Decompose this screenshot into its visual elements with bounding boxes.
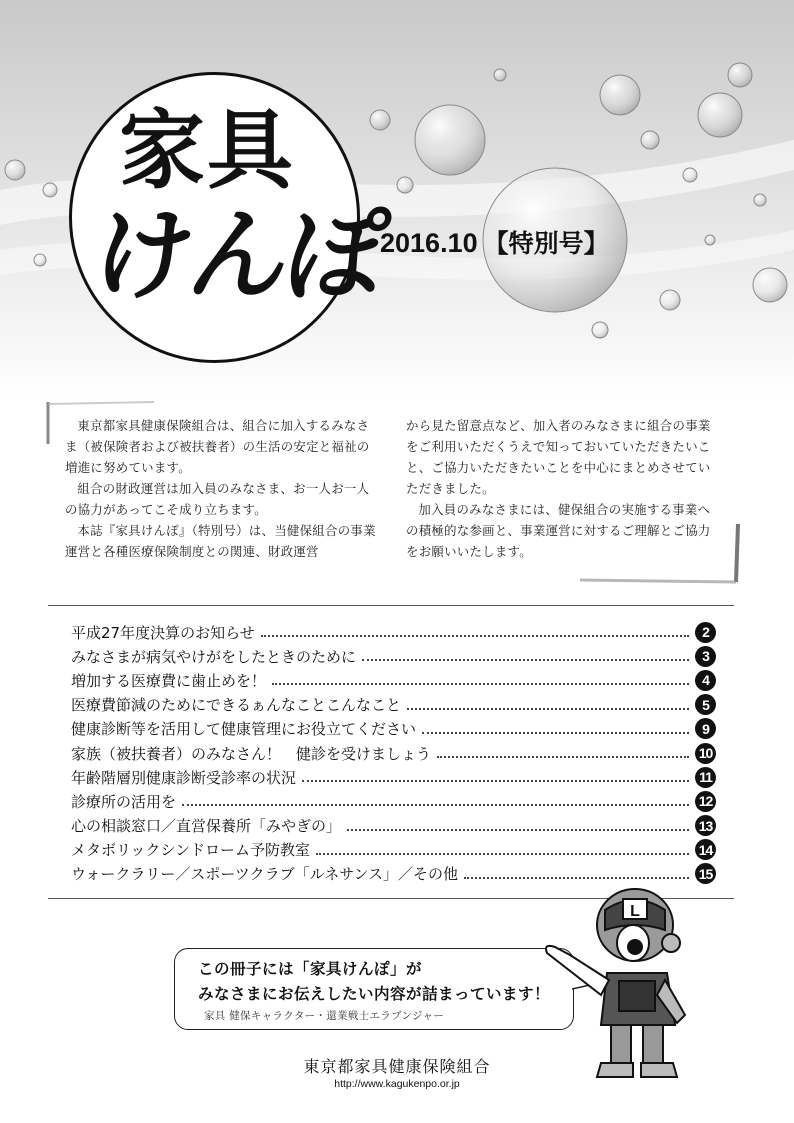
toc-item-title: みなさまが病気やけがをしたときのために <box>71 647 357 666</box>
logo-title-kenpo: けんぽ <box>85 196 391 314</box>
toc-page-number: 4 <box>695 670 716 691</box>
toc-top-divider <box>48 605 734 606</box>
toc-leader-dots <box>407 708 689 710</box>
toc-page-number: 13 <box>695 815 716 836</box>
toc-item[interactable] <box>71 838 716 862</box>
toc-item[interactable] <box>71 814 716 838</box>
toc-leader-dots <box>316 853 689 855</box>
toc-leader-dots <box>422 732 689 734</box>
bubble-line-1: この冊子には「家具けんぽ」が <box>198 960 423 978</box>
toc-item[interactable] <box>71 668 716 692</box>
intro-paragraph: 組合の財政運営は加入員のみなさま、お一人お一人の協力があってこそ成り立ちます。 <box>65 481 370 517</box>
toc-page-number: 5 <box>695 694 716 715</box>
toc-item[interactable] <box>71 862 716 886</box>
intro-paragraph: から見た留意点など、加入者のみなさまに組合の事業をご利用いただくうえで知っておいていただきたいこと、ご協力いただきたいことを中心にまとめさせていただきました。 <box>406 418 711 496</box>
intro-column-left <box>65 415 381 562</box>
bubble-caption: 家具 健保キャラクター・還業戦士エラブンジャー <box>204 1010 445 1022</box>
toc-item-title: 増加する医療費に歯止めを！ <box>71 671 267 690</box>
toc-page-number: 12 <box>695 791 716 812</box>
toc-leader-dots <box>464 877 689 879</box>
toc-item-title: ウォークラリー／スポーツクラブ「ルネサンス」／その他 <box>71 865 459 884</box>
toc-item[interactable] <box>71 620 716 644</box>
toc-page-number: 3 <box>695 646 716 667</box>
toc-item-title: 健康診断等を活用して健康管理にお役立てください <box>71 720 417 739</box>
intro-paragraph: 加入員のみなさまには、健保組合の実施する事業への積極的な参画と、事業運営に対するご理解とご協力をお願いいたします。 <box>406 502 711 559</box>
toc-item-title: 心の相談窓口／直営保養所「みやぎの」 <box>71 817 342 836</box>
toc-page-number: 2 <box>695 622 716 643</box>
toc-page-number: 15 <box>695 863 716 884</box>
intro-column-right <box>406 415 722 562</box>
toc-leader-dots <box>347 829 689 831</box>
toc-leader-dots <box>302 780 689 782</box>
toc-item[interactable] <box>71 693 716 717</box>
logo-title-kagu: 家具 <box>119 101 295 201</box>
toc-page-number: 10 <box>695 743 716 764</box>
toc-item-title: 家族（被扶養者）のみなさん！ 健診を受けましょう <box>71 744 432 763</box>
toc-item[interactable] <box>71 644 716 668</box>
toc-page-number: 9 <box>695 718 716 739</box>
intro-paragraph: 東京都家具健康保険組合は、組合に加入するみなさま（被保険者および被扶養者）の生活の安定と福祉の増進に努めています。 <box>65 418 370 475</box>
intro-paragraph: 本誌『家具けんぽ』（特別号）は、当健保組合の事業運営と各種医療保険制度との関連、財政運営 <box>65 523 376 559</box>
issue-special: 【特別号】 <box>483 229 609 258</box>
toc-page-number: 11 <box>695 767 716 788</box>
toc-item-title: 医療費節減のためにできるぁんなことこんなこと <box>71 696 402 715</box>
toc-leader-dots <box>272 683 689 685</box>
toc-item-title: 年齢階層別健康診断受診率の状況 <box>71 768 297 787</box>
toc-leader-dots <box>362 659 689 661</box>
toc-item[interactable] <box>71 717 716 741</box>
toc-leader-dots <box>182 804 689 806</box>
toc-item-title: メタボリックシンドローム予防教室 <box>71 841 311 860</box>
toc-item[interactable] <box>71 789 716 813</box>
table-of-contents <box>71 620 716 886</box>
footer-organization-name: 東京都家具健康保険組合 <box>303 1057 491 1076</box>
issue-label <box>380 224 609 260</box>
bubble-line-2: みなさまにお伝えしたい内容が詰まっています！ <box>198 985 551 1003</box>
footer-url-link[interactable]: http://www.kagukenpo.or.jp <box>334 1078 460 1090</box>
toc-item[interactable] <box>71 741 716 765</box>
toc-item-title: 診療所の活用を <box>71 792 177 811</box>
toc-page-number: 14 <box>695 839 716 860</box>
toc-leader-dots <box>261 635 689 637</box>
toc-item-title: 平成27年度決算のお知らせ <box>71 623 255 642</box>
toc-item[interactable] <box>71 765 716 789</box>
issue-date: 2016.10 <box>380 228 478 258</box>
toc-leader-dots <box>437 756 689 758</box>
svg-text:L: L <box>630 903 640 920</box>
